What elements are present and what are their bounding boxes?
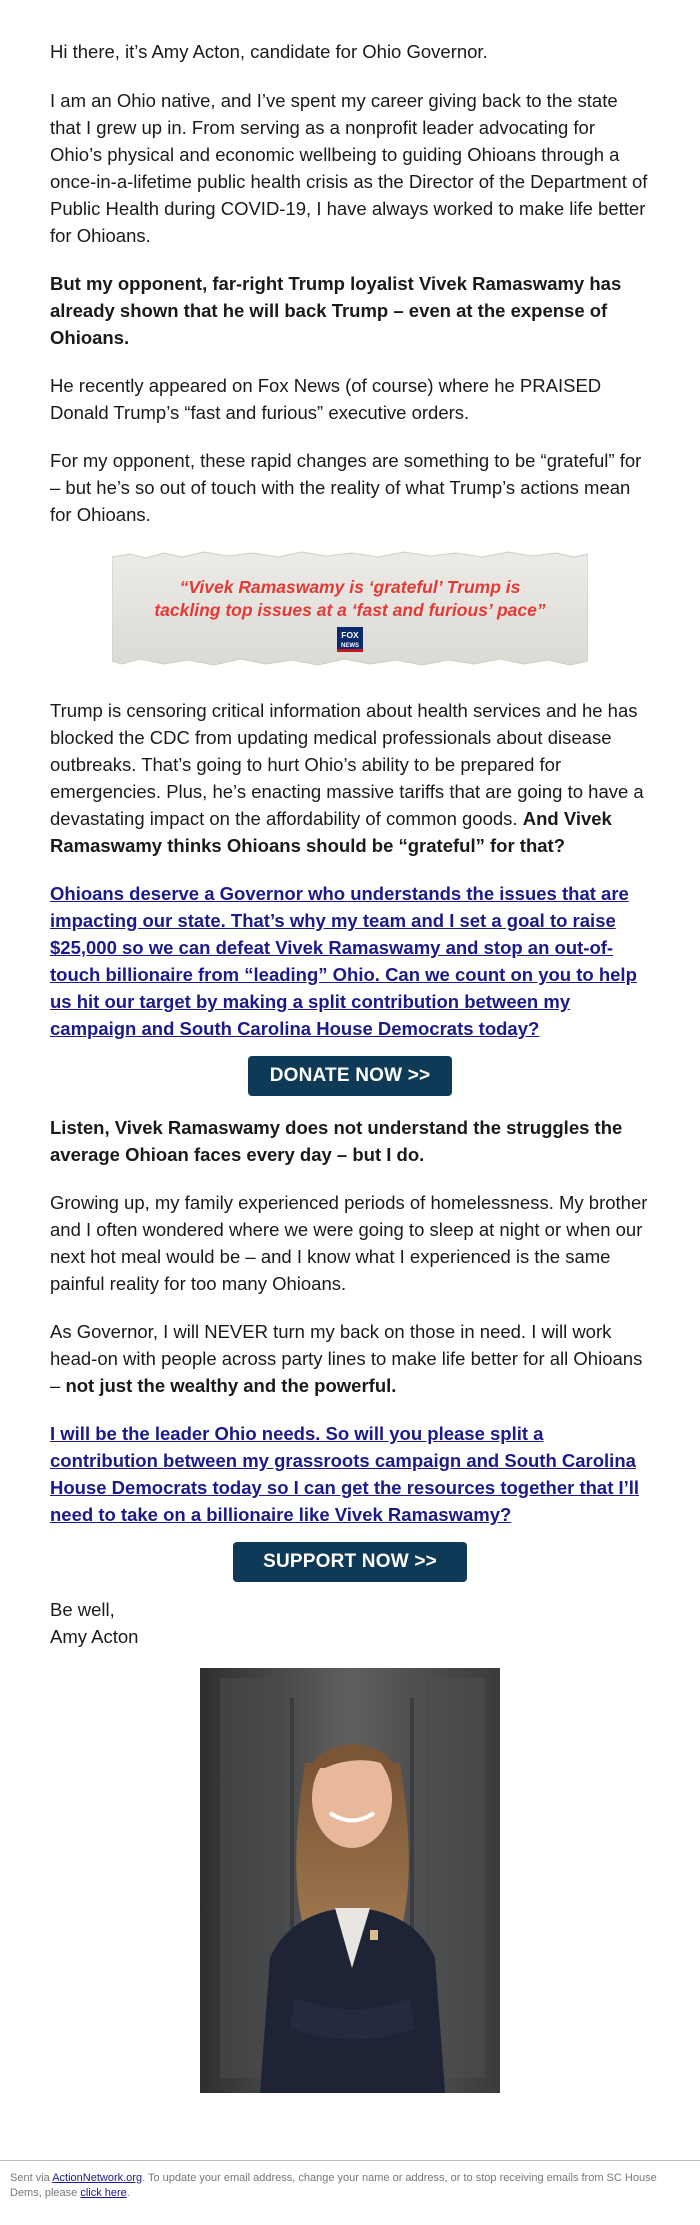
support-now-button[interactable]: SUPPORT NOW >>: [233, 1542, 467, 1582]
action-network-link[interactable]: ActionNetwork.org: [52, 2172, 143, 2184]
svg-text:NEWS: NEWS: [341, 643, 359, 649]
intro-paragraph: I am an Ohio native, and I’ve spent my career giving back to the state that I grew up in. From serving as a nonprofit leader advocating for Ohio’s physical and economic wellbeing to guiding Ohioans through a once-in-a-lifetime public health crisis as the Director of the Department of Public Health during COVID-19, I have always worked to make life better for Ohioans.: [50, 90, 648, 246]
signature: Amy Acton: [50, 1626, 139, 1647]
fox-news-paragraph: He recently appeared on Fox News (of course) where he PRAISED Donald Trump’s “fast and furious” executive orders.: [50, 375, 602, 423]
homelessness-paragraph: Growing up, my family experienced periods of homelessness. My brother and I often wondered where we were going to sleep at night or when our next hot meal would be – and I know what I experienced is the same painful reality for too many Ohioans.: [50, 1192, 648, 1294]
opponent-paragraph: But my opponent, far-right Trump loyalist Vivek Ramaswamy has already shown that he will back Trump – even at the expense of Ohioans.: [50, 273, 622, 348]
candidate-photo: [200, 1668, 500, 2093]
fox-news-logo-icon: [337, 627, 363, 652]
grateful-paragraph: For my opponent, these rapid changes are something to be “grateful” for – but he’s so out of touch with the reality of what Trump’s actions mean for Ohioans.: [50, 450, 642, 525]
greeting: Hi there, it’s Amy Acton, candidate for Ohio Governor.: [50, 41, 488, 62]
appeal-paragraph-2: [50, 1420, 650, 1528]
quote-line-2: tackling top issues at a ‘fast and furious’ pace”: [154, 600, 546, 620]
svg-text:FOX: FOX: [341, 630, 359, 640]
grateful-question: And Vivek Ramaswamy thinks Ohioans should be “grateful” for that?: [50, 808, 612, 856]
signoff-line: Be well,: [50, 1599, 115, 1620]
unsubscribe-link[interactable]: click here: [80, 2187, 127, 2199]
appeal-paragraph-1: [50, 880, 650, 1042]
footer: Sent via ActionNetwork.org. To update your email address, change your name or address, or to stop receiving emails from SC House Dems, please click here.: [0, 2160, 700, 2201]
wealthy-powerful-text: not just the wealthy and the powerful.: [65, 1375, 397, 1396]
donate-now-button[interactable]: DONATE NOW >>: [248, 1056, 453, 1096]
governor-pledge-paragraph: As Governor, I will NEVER turn my back on those in need. I will work head-on with people across party lines to make life better for all Ohioans – not just the wealthy and the powerful.: [50, 1321, 643, 1396]
signoff: [50, 1596, 650, 1650]
quote-image: [112, 549, 588, 667]
quote-line-1: “Vivek Ramaswamy is ‘grateful’ Trump is: [179, 577, 521, 597]
listen-paragraph: Listen, Vivek Ramaswamy does not understand the struggles the average Ohioan faces every day – but I do.: [50, 1117, 623, 1165]
appeal-link-2[interactable]: I will be the leader Ohio needs. So will you please split a contribution between my grassroots campaign and South Carolina House Democrats today so I can get the resources together that I’ll need to take on a billionaire like Vivek Ramaswamy?: [50, 1423, 640, 1525]
trump-actions-paragraph: Trump is censoring critical information about health services and he has blocked the CDC from updating medical professionals about disease outbreaks. That’s going to hurt Ohio’s ability to be prepared for emergencies. Plus, he’s enacting massive tariffs that are going to have a devastating impact on the affordability of common goods. And Vivek Ramaswamy thinks Ohioans should be “grateful” for that?: [50, 700, 644, 856]
appeal-link-1[interactable]: Ohioans deserve a Governor who understands the issues that are impacting our state. That’s why my team and I set a goal to raise $25,000 so we can defeat Vivek Ramaswamy and stop an out-of-touch billionaire from “leading” Ohio. Can we count on you to help us hit our target by making a split contribution between my campaign and South Carolina House Democrats today?: [50, 883, 637, 1039]
